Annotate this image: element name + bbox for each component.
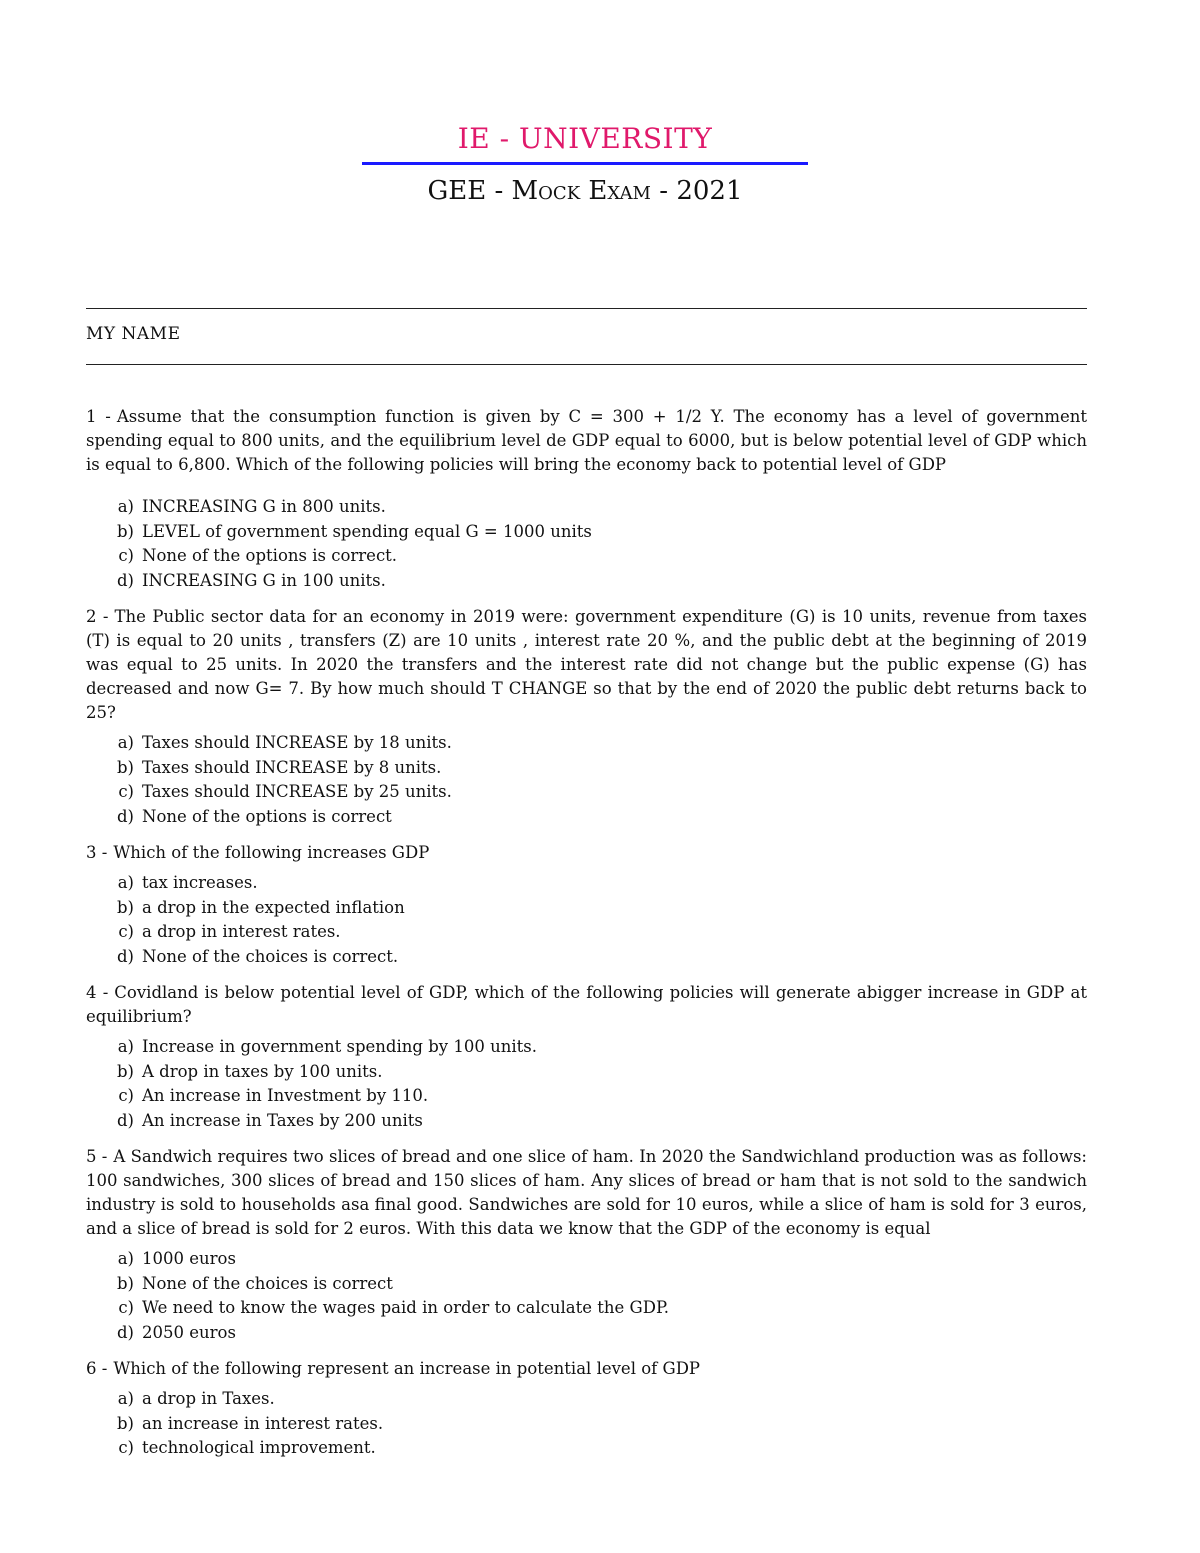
answer-option bbox=[104, 871, 1087, 896]
option-letter: b) bbox=[117, 521, 134, 541]
option-letter: b) bbox=[117, 1413, 134, 1433]
option-letter: d) bbox=[117, 946, 134, 966]
option-letter: c) bbox=[118, 1438, 134, 1457]
answer-option bbox=[104, 731, 1087, 756]
option-letter: a) bbox=[117, 1389, 134, 1408]
question-text bbox=[86, 1357, 1087, 1381]
answer-option bbox=[104, 1321, 1087, 1346]
question-6 bbox=[86, 1357, 1087, 1461]
answer-option bbox=[104, 520, 1087, 545]
option-text: a drop in interest rates. bbox=[142, 922, 341, 941]
question-2 bbox=[86, 605, 1087, 829]
answer-option bbox=[104, 569, 1087, 594]
option-text: Taxes should INCREASE by 8 units. bbox=[142, 757, 442, 777]
question-body: Which of the following increases GDP bbox=[113, 843, 430, 862]
answer-option bbox=[104, 1296, 1087, 1321]
option-text: None of the choices is correct. bbox=[142, 946, 399, 966]
option-text: tax increases. bbox=[142, 873, 258, 892]
answer-option bbox=[104, 495, 1087, 520]
question-number: 3 - bbox=[86, 843, 108, 862]
name-bottom-rule bbox=[86, 364, 1087, 365]
answer-option bbox=[104, 1436, 1087, 1461]
option-list bbox=[86, 1387, 1087, 1461]
question-number: 6 - bbox=[86, 1359, 108, 1378]
answer-option bbox=[104, 945, 1087, 970]
exam-title-prefix: GEE - bbox=[427, 176, 512, 206]
option-letter: b) bbox=[117, 897, 134, 917]
option-text: We need to know the wages paid in order to calculate the GDP. bbox=[142, 1298, 669, 1317]
name-top-rule bbox=[86, 308, 1087, 309]
option-letter: d) bbox=[117, 570, 134, 590]
answer-option bbox=[104, 780, 1087, 805]
title-underline bbox=[362, 162, 808, 165]
option-letter: a) bbox=[117, 1037, 134, 1056]
question-body: Covidland is below potential level of GDP, which of the following policies will generate abigger increase in GDP at equilibrium? bbox=[86, 983, 1087, 1026]
answer-option bbox=[104, 1247, 1087, 1272]
option-letter: d) bbox=[117, 1110, 134, 1130]
option-letter: b) bbox=[117, 1061, 134, 1081]
question-text bbox=[86, 981, 1087, 1029]
option-letter: a) bbox=[117, 733, 134, 752]
option-text: INCREASING G in 800 units. bbox=[142, 497, 386, 516]
option-text: Increase in government spending by 100 units. bbox=[142, 1037, 537, 1056]
option-letter: a) bbox=[117, 873, 134, 892]
question-text bbox=[86, 841, 1087, 865]
answer-option bbox=[104, 1084, 1087, 1109]
option-letter: d) bbox=[117, 806, 134, 826]
option-letter: a) bbox=[117, 1249, 134, 1268]
answer-option bbox=[104, 896, 1087, 921]
question-body: A Sandwich requires two slices of bread and one slice of ham. In 2020 the Sandwichland production was as follows: 100 sandwiches, 300 slices of bread and 150 slices of ham. Any slices of bread or ham that is not sold to the sandwich industry is sold to households asa final good. Sandwiches are sold for 10 euros, while a slice of ham is sold for 3 euros, and a slice of bread is sold for 2 euros. With this data we know that the GDP of the economy is equal bbox=[86, 1147, 1087, 1238]
option-text: An increase in Taxes by 200 units bbox=[142, 1110, 423, 1130]
option-list bbox=[86, 495, 1087, 593]
option-text: None of the options is correct bbox=[142, 806, 392, 826]
option-text: 2050 euros bbox=[142, 1322, 236, 1342]
option-letter: c) bbox=[118, 922, 134, 941]
option-text: technological improvement. bbox=[142, 1438, 376, 1457]
question-number: 4 - bbox=[86, 983, 109, 1002]
answer-option bbox=[104, 1035, 1087, 1060]
option-text: LEVEL of government spending equal G = 1000 units bbox=[142, 521, 592, 541]
answer-option bbox=[104, 1272, 1087, 1297]
option-text: An increase in Investment by 110. bbox=[142, 1086, 429, 1105]
answer-option bbox=[104, 920, 1087, 945]
question-5 bbox=[86, 1145, 1087, 1345]
option-letter: c) bbox=[118, 1298, 134, 1317]
option-text: a drop in Taxes. bbox=[142, 1389, 275, 1408]
answer-option bbox=[104, 544, 1087, 569]
question-4 bbox=[86, 981, 1087, 1133]
option-text: A drop in taxes by 100 units. bbox=[142, 1061, 383, 1081]
option-text: Taxes should INCREASE by 18 units. bbox=[142, 733, 452, 752]
question-text bbox=[86, 1145, 1087, 1241]
option-text: None of the choices is correct bbox=[142, 1273, 393, 1293]
question-body: Which of the following represent an increase in potential level of GDP bbox=[113, 1359, 701, 1378]
option-text: a drop in the expected inflation bbox=[142, 897, 405, 917]
answer-option bbox=[104, 805, 1087, 830]
question-body: The Public sector data for an economy in 2019 were: government expenditure (G) is 10 units, revenue from taxes (T) is equal to 20 units , transfers (Z) are 10 units , interest rate 20 %, and the public debt at the beginning of 2019 was equal to 25 units. In 2020 the transfers and the interest rate did not change but the public expense (G) has decreased and now G= 7. By how much should T CHANGE so that by the end of 2020 the public debt returns back to 25? bbox=[86, 607, 1087, 722]
question-number: 5 - bbox=[86, 1147, 108, 1166]
option-text: None of the options is correct. bbox=[142, 546, 398, 565]
option-text: 1000 euros bbox=[142, 1249, 236, 1268]
question-text bbox=[86, 405, 1087, 477]
answer-option bbox=[104, 1109, 1087, 1134]
question-list bbox=[86, 405, 1087, 1473]
option-letter: b) bbox=[117, 1273, 134, 1293]
question-3 bbox=[86, 841, 1087, 969]
answer-option bbox=[104, 756, 1087, 781]
university-title: IE - UNIVERSITY bbox=[457, 122, 713, 155]
option-text: Taxes should INCREASE by 25 units. bbox=[142, 782, 452, 801]
option-letter: c) bbox=[118, 1086, 134, 1105]
name-field-label: MY NAME bbox=[86, 324, 181, 344]
option-text: an increase in interest rates. bbox=[142, 1413, 384, 1433]
answer-option bbox=[104, 1412, 1087, 1437]
option-letter: a) bbox=[117, 497, 134, 516]
option-list bbox=[86, 1247, 1087, 1345]
option-letter: c) bbox=[118, 782, 134, 801]
exam-title bbox=[0, 176, 1170, 206]
question-text bbox=[86, 605, 1087, 725]
option-letter: c) bbox=[118, 546, 134, 565]
option-letter: d) bbox=[117, 1322, 134, 1342]
exam-title-suffix: - 2021 bbox=[651, 176, 743, 206]
option-list bbox=[86, 1035, 1087, 1133]
question-number: 2 - bbox=[86, 607, 109, 626]
question-body: Assume that the consumption function is given by C = 300 + 1/2 Y. The economy has a level of government spending equal to 800 units, and the equilibrium level de GDP equal to 6000, but is below potential level of GDP which is equal to 6,800. Which of the following policies will bring the economy back to potential level of GDP bbox=[86, 407, 1087, 474]
option-text: INCREASING G in 100 units. bbox=[142, 570, 386, 590]
option-list bbox=[86, 731, 1087, 829]
exam-title-name: Mock Exam bbox=[511, 176, 651, 206]
answer-option bbox=[104, 1060, 1087, 1085]
option-list bbox=[86, 871, 1087, 969]
question-1 bbox=[86, 405, 1087, 593]
question-number: 1 - bbox=[86, 407, 111, 426]
option-letter: b) bbox=[117, 757, 134, 777]
answer-option bbox=[104, 1387, 1087, 1412]
